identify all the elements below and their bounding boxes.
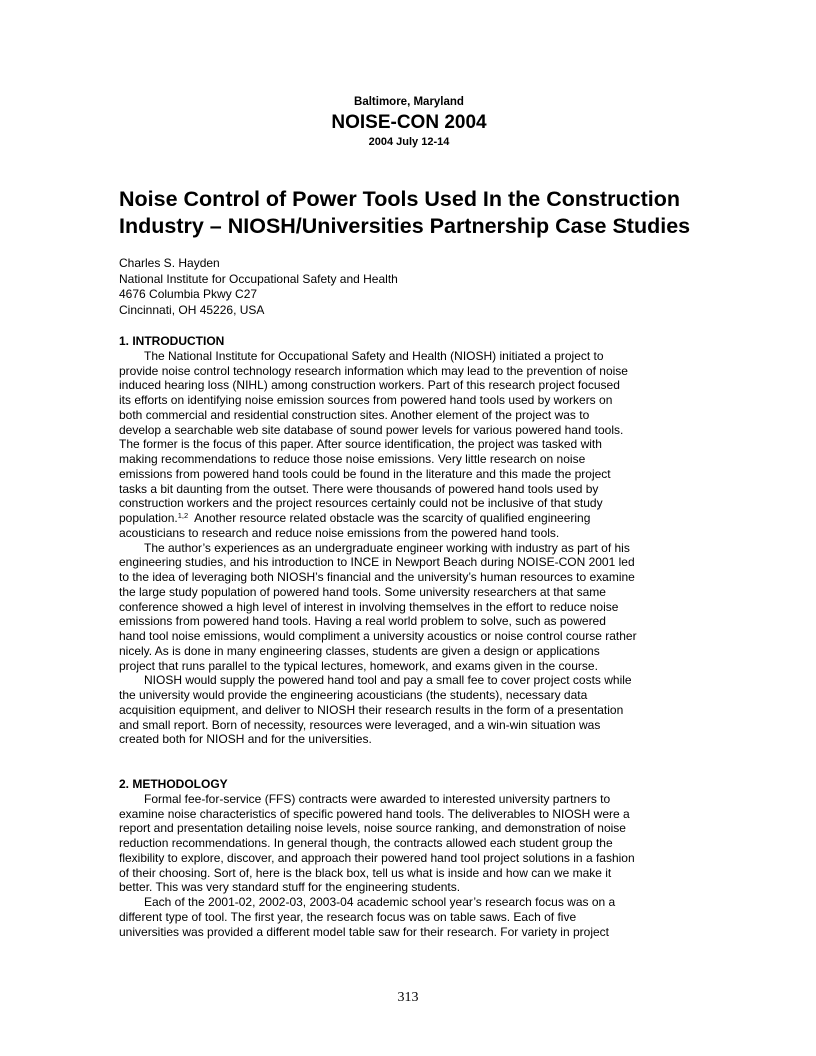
text-line: tasks a bit daunting from the outset. There were thousands of powered hand tools used by: [119, 481, 599, 496]
paper-title: [119, 186, 719, 240]
text-line: induced hearing loss (NIHL) among construction workers. Part of this research project focused: [119, 378, 620, 393]
text-line: develop a searchable web site database of sound power levels for various powered hand tools.: [119, 422, 624, 437]
text-line: report and presentation detailing noise levels, noise source ranking, and demonstration of noise: [119, 821, 626, 836]
author-block: [119, 256, 398, 318]
conference-dates: 2004 July 12-14: [368, 136, 450, 148]
text-line: universities was provided a different model table saw for their research. For variety in project: [119, 924, 610, 939]
intro-paragraph-1: [119, 349, 699, 541]
methodology-paragraph-2: [119, 895, 699, 939]
text-line: nicely. As is done in many engineering classes, students are given a design or applications: [119, 643, 600, 658]
text-line: project that runs parallel to the typical lectures, homework, and exams given in the course.: [119, 658, 598, 673]
text-line: The former is the focus of this paper. After source identification, the project was tasked with: [119, 437, 602, 452]
text-line: acousticians to research and reduce noise emissions from the powered hand tools.: [119, 525, 560, 540]
section-heading: 2. METHODOLOGY: [119, 777, 228, 791]
text-line: created both for NIOSH and for the universities.: [119, 732, 372, 747]
text-line: examine noise characteristics of specific powered hand tools. The deliverables to NIOSH were a: [119, 806, 630, 821]
text-line: engineering studies, and his introduction to INCE in Newport Beach during NOISE-CON 2001 led: [119, 555, 635, 570]
text-line: construction workers and the project resources certainly could not be inclusive of that study: [119, 496, 603, 511]
text-line: conference showed a high level of interest in involving themselves in the effort to reduce noise: [119, 599, 619, 614]
text-line: reduction recommendations. In general though, the contracts allowed each student group the: [119, 836, 613, 850]
text-fragment: Another resource related obstacle was the scarcity of qualified engineering: [188, 511, 591, 525]
text-line: making recommendations to reduce those noise emissions. Very little research on noise: [119, 452, 586, 466]
text-line: the large study population of powered hand tools. Some university researchers at that same: [119, 584, 606, 599]
text-line: of their choosing. Sort of, here is the black box, tell us what is inside and how can we make it: [119, 865, 612, 880]
text-line: to the idea of leveraging both NIOSH’s financial and the university’s human resources to examine: [119, 570, 635, 584]
introduction-section: [119, 334, 699, 747]
methodology-section: [119, 777, 699, 939]
text-line: and small report. Born of necessity, resources were leveraged, and a win-win situation was: [119, 717, 601, 732]
text-line: hand tool noise emissions, would compliment a university acoustics or noise control course rather: [119, 629, 637, 643]
citation-superscript: 1,2: [177, 511, 189, 520]
text-line: both commercial and residential construction sites. Another element of the project was to: [119, 407, 590, 422]
text-line-with-citation: [119, 511, 699, 526]
text-line: emissions from powered hand tools. Having a real world problem to solve, such as powered: [119, 614, 606, 629]
intro-paragraph-3: [119, 673, 699, 747]
text-line: NIOSH would supply the powered hand tool and pay a small fee to cover project costs while: [144, 673, 632, 688]
text-line: flexibility to explore, discover, and approach their powered hand tool project solutions in a fashion: [119, 850, 635, 865]
intro-paragraph-2: [119, 541, 699, 674]
section-heading: 1. INTRODUCTION: [119, 334, 225, 348]
text-line: different type of tool. The first year, the research focus was on table saws. Each of five: [119, 909, 577, 924]
author-city: Cincinnati, OH 45226, USA: [119, 302, 265, 317]
title-line: Noise Control of Power Tools Used In the Construction: [119, 187, 681, 211]
title-line: Industry – NIOSH/Universities Partnership Case Studies: [119, 214, 691, 238]
text-line: acquisition equipment, and deliver to NIOSH their research results in the form of a presentation: [119, 702, 624, 717]
page-number: 313: [397, 990, 419, 1005]
text-line: the university would provide the engineering acousticians (the students), necessary data: [119, 688, 588, 702]
conference-name: NOISE-CON 2004: [331, 112, 487, 133]
author-street: 4676 Columbia Pkwy C27: [119, 287, 258, 301]
text-line: better. This was very standard stuff for the engineering students.: [119, 880, 461, 895]
text-line: Each of the 2001-02, 2002-03, 2003-04 academic school year’s research focus was on a: [144, 895, 616, 909]
text-fragment: population.: [119, 511, 178, 525]
conference-location: Baltimore, Maryland: [354, 96, 464, 108]
text-line: provide noise control technology research information which may lead to the prevention of noise: [119, 363, 628, 378]
text-line: The National Institute for Occupational Safety and Health (NIOSH) initiated a project to: [144, 348, 604, 363]
methodology-paragraph-1: [119, 792, 699, 895]
text-line: Formal fee-for-service (FFS) contracts were awarded to interested university partners to: [144, 791, 611, 806]
author-name: Charles S. Hayden: [119, 256, 220, 270]
text-line: its efforts on identifying noise emission sources from powered hand tools used by workers on: [119, 393, 613, 407]
author-affiliation: National Institute for Occupational Safety and Health: [119, 271, 398, 286]
text-line: emissions from powered hand tools could be found in the literature and this made the project: [119, 466, 611, 481]
text-line: The author’s experiences as an undergraduate engineer working with industry as part of his: [144, 540, 630, 555]
